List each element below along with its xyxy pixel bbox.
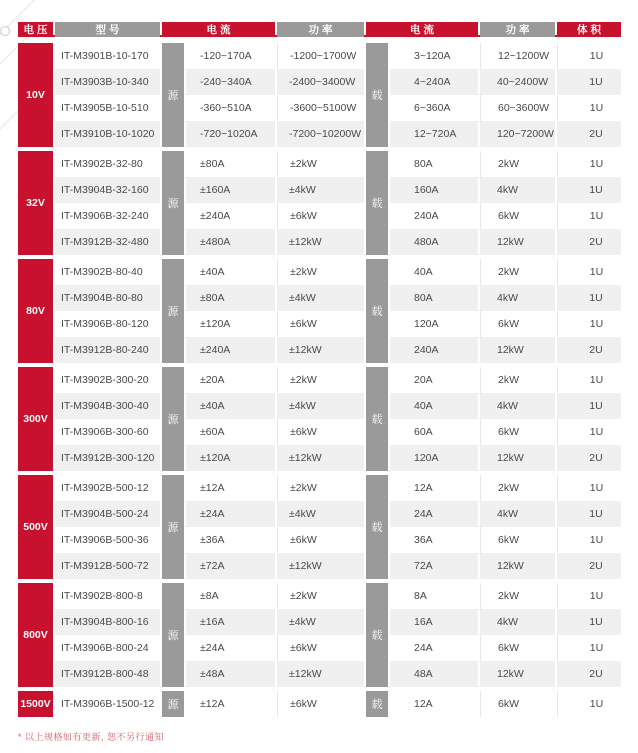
source-power-cell: ±6kW [277, 635, 364, 661]
load-strip-label: 载 [366, 691, 388, 717]
header-load-current: 电流 [366, 22, 478, 37]
model-cell: IT-M3902B-80-40 [55, 259, 160, 285]
load-current-cell: 12~720A [390, 121, 478, 147]
source-power-cell: ±4kW [277, 177, 364, 203]
load-current-cell: 120A [390, 311, 478, 337]
source-power-cell: ±6kW [277, 419, 364, 445]
source-power-cell: ±2kW [277, 259, 364, 285]
source-current-cell: -120~170A [186, 43, 275, 69]
load-power-cell: 6kW [480, 635, 555, 661]
voltage-label: 10V [18, 43, 53, 147]
source-current-cell: -360~510A [186, 95, 275, 121]
source-current-cell: ±160A [186, 177, 275, 203]
voltage-group-800V [18, 583, 621, 687]
load-power-cell: 6kW [480, 691, 555, 717]
source-current-cell: -240~340A [186, 69, 275, 95]
source-current-cell: ±8A [186, 583, 275, 609]
load-strip-label: 载 [366, 43, 388, 147]
load-power-cell: 6kW [480, 419, 555, 445]
volume-cell: 1U [557, 203, 621, 229]
load-power-cell: 120~7200W [480, 121, 555, 147]
volume-cell: 1U [557, 285, 621, 311]
model-cell: IT-M3901B-10-170 [55, 43, 160, 69]
load-power-cell: 6kW [480, 527, 555, 553]
source-power-cell: ±6kW [277, 691, 364, 717]
source-current-cell: ±120A [186, 445, 275, 471]
header-voltage: 电压 [18, 22, 53, 37]
source-power-cell: ±2kW [277, 367, 364, 393]
source-strip-label: 源 [162, 475, 184, 579]
source-strip-label: 源 [162, 151, 184, 255]
voltage-label: 300V [18, 367, 53, 471]
load-power-cell: 4kW [480, 177, 555, 203]
volume-cell: 1U [557, 367, 621, 393]
model-cell: IT-M3912B-800-48 [55, 661, 160, 687]
volume-cell: 1U [557, 475, 621, 501]
source-current-cell: ±36A [186, 527, 275, 553]
load-current-cell: 12A [390, 691, 478, 717]
source-current-cell: ±72A [186, 553, 275, 579]
volume-cell: 2U [557, 661, 621, 687]
source-power-cell: ±4kW [277, 285, 364, 311]
model-cell: IT-M3904B-300-40 [55, 393, 160, 419]
source-current-cell: ±12A [186, 691, 275, 717]
load-power-cell: 12kW [480, 661, 555, 687]
load-power-cell: 12~1200W [480, 43, 555, 69]
volume-cell: 2U [557, 229, 621, 255]
source-current-cell: ±48A [186, 661, 275, 687]
load-current-cell: 40A [390, 259, 478, 285]
voltage-group-32V [18, 151, 621, 255]
load-strip-label: 载 [366, 367, 388, 471]
source-power-cell: ±2kW [277, 583, 364, 609]
model-cell: IT-M3904B-500-24 [55, 501, 160, 527]
load-power-cell: 12kW [480, 337, 555, 363]
source-current-cell: ±120A [186, 311, 275, 337]
volume-cell: 1U [557, 95, 621, 121]
load-power-cell: 2kW [480, 151, 555, 177]
source-current-cell: ±24A [186, 501, 275, 527]
volume-cell: 2U [557, 121, 621, 147]
header-model: 型号 [55, 22, 160, 37]
load-current-cell: 240A [390, 337, 478, 363]
load-current-cell: 40A [390, 393, 478, 419]
volume-cell: 1U [557, 527, 621, 553]
load-current-cell: 120A [390, 445, 478, 471]
volume-cell: 2U [557, 337, 621, 363]
volume-cell: 1U [557, 151, 621, 177]
source-current-cell: ±240A [186, 203, 275, 229]
source-power-cell: ±6kW [277, 527, 364, 553]
load-current-cell: 72A [390, 553, 478, 579]
model-cell: IT-M3903B-10-340 [55, 69, 160, 95]
load-power-cell: 2kW [480, 583, 555, 609]
source-power-cell: -1200~1700W [277, 43, 364, 69]
load-current-cell: 60A [390, 419, 478, 445]
source-power-cell: ±12kW [277, 553, 364, 579]
load-power-cell: 6kW [480, 203, 555, 229]
load-power-cell: 2kW [480, 475, 555, 501]
source-power-cell: ±4kW [277, 501, 364, 527]
load-current-cell: 80A [390, 151, 478, 177]
load-current-cell: 24A [390, 501, 478, 527]
model-cell: IT-M3912B-300-120 [55, 445, 160, 471]
model-cell: IT-M3902B-32-80 [55, 151, 160, 177]
volume-cell: 1U [557, 691, 621, 717]
table-header-row [18, 22, 621, 35]
load-power-cell: 6kW [480, 311, 555, 337]
load-power-cell: 12kW [480, 229, 555, 255]
voltage-group-10V [18, 43, 621, 147]
load-strip-label: 载 [366, 259, 388, 363]
load-power-cell: 4kW [480, 501, 555, 527]
load-current-cell: 36A [390, 527, 478, 553]
voltage-group-1500V [18, 691, 621, 717]
model-cell: IT-M3906B-80-120 [55, 311, 160, 337]
volume-cell: 1U [557, 583, 621, 609]
source-current-cell: ±80A [186, 285, 275, 311]
source-power-cell: ±6kW [277, 203, 364, 229]
model-cell: IT-M3902B-500-12 [55, 475, 160, 501]
load-current-cell: 160A [390, 177, 478, 203]
source-power-cell: ±6kW [277, 311, 364, 337]
load-current-cell: 80A [390, 285, 478, 311]
volume-cell: 1U [557, 419, 621, 445]
source-power-cell: -7200~10200W [277, 121, 364, 147]
load-power-cell: 2kW [480, 259, 555, 285]
voltage-label: 500V [18, 475, 53, 579]
source-power-cell: ±12kW [277, 445, 364, 471]
model-cell: IT-M3906B-500-36 [55, 527, 160, 553]
source-current-cell: ±20A [186, 367, 275, 393]
volume-cell: 1U [557, 311, 621, 337]
source-strip-label: 源 [162, 583, 184, 687]
load-current-cell: 480A [390, 229, 478, 255]
source-power-cell: ±12kW [277, 337, 364, 363]
load-power-cell: 12kW [480, 445, 555, 471]
volume-cell: 1U [557, 259, 621, 285]
load-current-cell: 4~240A [390, 69, 478, 95]
model-cell: IT-M3912B-500-72 [55, 553, 160, 579]
model-cell: IT-M3904B-32-160 [55, 177, 160, 203]
source-power-cell: ±4kW [277, 393, 364, 419]
model-cell: IT-M3906B-300-60 [55, 419, 160, 445]
volume-cell: 1U [557, 609, 621, 635]
voltage-group-500V [18, 475, 621, 579]
model-cell: IT-M3910B-10-1020 [55, 121, 160, 147]
source-current-cell: ±24A [186, 635, 275, 661]
source-strip-label: 源 [162, 259, 184, 363]
load-current-cell: 240A [390, 203, 478, 229]
load-current-cell: 48A [390, 661, 478, 687]
source-strip-label: 源 [162, 367, 184, 471]
model-cell: IT-M3905B-10-510 [55, 95, 160, 121]
source-current-cell: ±480A [186, 229, 275, 255]
source-power-cell: -3600~5100W [277, 95, 364, 121]
spec-table [18, 22, 621, 743]
volume-cell: 2U [557, 553, 621, 579]
model-cell: IT-M3902B-800-8 [55, 583, 160, 609]
volume-cell: 2U [557, 445, 621, 471]
voltage-label: 800V [18, 583, 53, 687]
header-volume: 体积 [557, 22, 621, 37]
source-power-cell: ±12kW [277, 661, 364, 687]
voltage-group-80V [18, 259, 621, 363]
header-load-power: 功率 [480, 22, 555, 37]
source-strip-label: 源 [162, 43, 184, 147]
voltage-group-300V [18, 367, 621, 471]
load-strip-label: 载 [366, 583, 388, 687]
deco-circle [1, 27, 10, 36]
footnote: * 以上规格如有更新, 恕不另行通知 [18, 732, 165, 742]
header-source-current: 电流 [162, 22, 275, 37]
load-current-cell: 24A [390, 635, 478, 661]
load-power-cell: 4kW [480, 393, 555, 419]
load-power-cell: 12kW [480, 553, 555, 579]
source-power-cell: -2400~3400W [277, 69, 364, 95]
model-cell: IT-M3904B-80-80 [55, 285, 160, 311]
source-power-cell: ±2kW [277, 151, 364, 177]
model-cell: IT-M3906B-32-240 [55, 203, 160, 229]
volume-cell: 1U [557, 43, 621, 69]
voltage-label: 32V [18, 151, 53, 255]
source-current-cell: ±240A [186, 337, 275, 363]
source-power-cell: ±2kW [277, 475, 364, 501]
source-current-cell: ±16A [186, 609, 275, 635]
source-current-cell: -720~1020A [186, 121, 275, 147]
load-current-cell: 16A [390, 609, 478, 635]
load-current-cell: 3~120A [390, 43, 478, 69]
load-current-cell: 20A [390, 367, 478, 393]
model-cell: IT-M3902B-300-20 [55, 367, 160, 393]
voltage-label: 80V [18, 259, 53, 363]
load-power-cell: 4kW [480, 285, 555, 311]
header-source-power: 功率 [277, 22, 364, 37]
source-strip-label: 源 [162, 691, 184, 717]
source-current-cell: ±80A [186, 151, 275, 177]
source-current-cell: ±40A [186, 393, 275, 419]
volume-cell: 1U [557, 69, 621, 95]
source-current-cell: ±12A [186, 475, 275, 501]
table-body [18, 43, 621, 717]
voltage-label: 1500V [18, 691, 53, 717]
load-power-cell: 2kW [480, 367, 555, 393]
volume-cell: 1U [557, 393, 621, 419]
model-cell: IT-M3906B-800-24 [55, 635, 160, 661]
load-current-cell: 8A [390, 583, 478, 609]
load-strip-label: 载 [366, 475, 388, 579]
load-power-cell: 40~2400W [480, 69, 555, 95]
load-strip-label: 载 [366, 151, 388, 255]
source-current-cell: ±40A [186, 259, 275, 285]
volume-cell: 1U [557, 177, 621, 203]
source-power-cell: ±4kW [277, 609, 364, 635]
model-cell: IT-M3904B-800-16 [55, 609, 160, 635]
volume-cell: 1U [557, 635, 621, 661]
load-power-cell: 60~3600W [480, 95, 555, 121]
model-cell: IT-M3912B-80-240 [55, 337, 160, 363]
model-cell: IT-M3912B-32-480 [55, 229, 160, 255]
source-current-cell: ±60A [186, 419, 275, 445]
volume-cell: 1U [557, 501, 621, 527]
load-power-cell: 4kW [480, 609, 555, 635]
model-cell: IT-M3906B-1500-12 [55, 691, 160, 717]
load-current-cell: 6~360A [390, 95, 478, 121]
load-current-cell: 12A [390, 475, 478, 501]
source-power-cell: ±12kW [277, 229, 364, 255]
